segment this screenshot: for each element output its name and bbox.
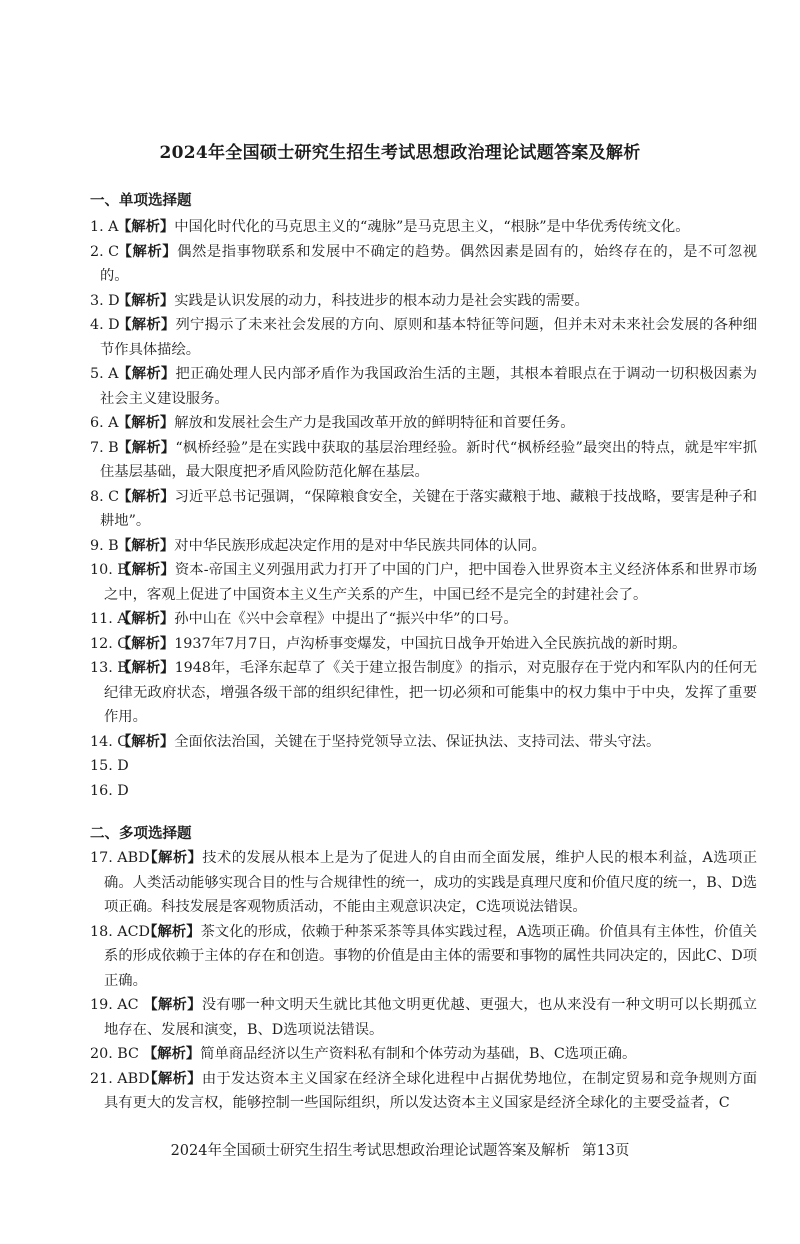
- answer-item: [90, 730, 757, 755]
- analysis-text: 习近平总书记强调，“保障粮食安全，关键在于落实藏粮于地、藏粮于技战略，要害是种子和耕地”。: [100, 488, 757, 529]
- answer-item: [90, 920, 757, 994]
- answer-item: [90, 485, 757, 534]
- analysis-text: 偶然是指事物联系和发展中不确定的趋势。偶然因素是固有的，始终存在的，是不可忽视的。: [100, 243, 757, 284]
- answer-label: 17. ABD: [90, 850, 150, 866]
- analysis-tag: 【解析】: [117, 635, 175, 652]
- answer-label: 20. BC: [90, 1046, 139, 1062]
- answer-item: [90, 240, 757, 289]
- section-heading-single-choice: 一、单项选择题: [90, 193, 192, 209]
- analysis-text: 把正确处理人民内部矛盾作为我国政治生活的主题，其根本着眼点在于调动一切积极因素为社会主义建设服务。: [100, 366, 758, 407]
- analysis-tag: 【解析】: [143, 923, 201, 940]
- analysis-text: 实践是认识发展的动力，科技进步的根本动力是社会实践的需要。: [174, 292, 589, 309]
- multiple-choice-answers: [90, 846, 757, 1116]
- answer-item: [90, 215, 757, 240]
- answer-item: [90, 289, 757, 314]
- analysis-text: 对中华民族形成起决定作用的是对中华民族共同体的认同。: [174, 537, 546, 554]
- answer-item: [90, 607, 757, 632]
- analysis-text: 技术的发展从根本上是为了促进人的自由而全面发展，维护人民的根本利益，A选项正确。人类活动能够实现合目的性与合规律性的统一，成功的实践是真理尺度和价值尺度的统一，B、D选项正确。科技发展是客观物质活动，不能由主观意识决定，C选项说法错误。: [104, 850, 758, 915]
- analysis-tag: 【解析】: [117, 611, 175, 627]
- analysis-text: 简单商品经济以生产资料私有制和个体劳动为基础，B、C选项正确。: [200, 1046, 637, 1062]
- analysis-tag: 【解析】: [117, 292, 175, 309]
- analysis-tag: 【解析】: [143, 850, 203, 866]
- page-number: 第13页: [581, 1143, 630, 1159]
- section-heading-multiple-choice: 二、多项选择题: [90, 826, 192, 842]
- answer-label: 4. D: [90, 317, 120, 333]
- answer-label: 16. D: [90, 782, 129, 799]
- analysis-text: 没有哪一种文明天生就比其他文明更优越、更强大，也从来没有一种文明可以长期孤立地存在、发展和演变，B、D选项说法错误。: [104, 997, 758, 1038]
- page-footer: [0, 1139, 800, 1160]
- single-choice-answers: [90, 215, 757, 803]
- answer-label: 2. C: [90, 243, 120, 260]
- answer-item: [90, 534, 757, 559]
- analysis-tag: 【解析】: [117, 219, 175, 235]
- answer-item: [90, 558, 757, 607]
- answer-item: [90, 362, 757, 411]
- answer-label: 8. C: [90, 488, 120, 505]
- analysis-text: 全面依法治国，关键在于坚持党领导立法、保证执法、支持司法、带头守法。: [174, 733, 661, 750]
- analysis-tag: 【解析】: [117, 562, 175, 578]
- answer-item: [90, 993, 757, 1042]
- analysis-tag: 【解析】: [117, 317, 176, 333]
- analysis-text: 茶文化的形成，依赖于种茶采茶等具体实践过程，A选项正确。价值具有主体性，价值关系的形成依赖于主体的存在和创造。事物的价值是由主体的需要和事物的属性共同决定的，因此C、D项正确。: [104, 923, 757, 989]
- answer-item: [90, 656, 757, 730]
- analysis-text: 由于发达资本主义国家在经济全球化进程中占据优势地位，在制定贸易和竞争规则方面具有更大的发言权，能够控制一些国际组织，所以发达资本主义国家是经济全球化的主要受益者，C: [104, 1070, 758, 1111]
- answer-item: [90, 846, 757, 920]
- answer-item: [90, 1067, 757, 1116]
- answer-label: 19. AC: [90, 997, 139, 1013]
- analysis-text: 1948年，毛泽东起草了《关于建立报告制度》的指示，对克服存在于党内和军队内的任何无纪律无政府状态，增强各级干部的组织纪律性，把一切必须和可能集中的权力集中于中央，发挥了重要作用。: [104, 660, 757, 725]
- document-title: 2024年全国硕士研究生招生考试思想政治理论试题答案及解析: [159, 143, 641, 163]
- answer-item: [90, 436, 757, 485]
- answer-label: 18. ACD: [90, 923, 151, 940]
- analysis-tag: 【解析】: [117, 243, 178, 260]
- answer-item: [90, 754, 757, 779]
- analysis-tag: 【解析】: [143, 1046, 201, 1062]
- analysis-text: 资本-帝国主义列强用武力打开了中国的门户，把中国卷入世界资本主义经济体系和世界市场之中，客观上促进了中国资本主义生产关系的产生，中国已经不是完全的封建社会了。: [104, 562, 758, 603]
- answer-label: 14. C: [90, 733, 129, 750]
- answer-label: 6. A: [90, 415, 119, 431]
- analysis-text: 孙中山在《兴中会章程》中提出了“振兴中华”的口号。: [174, 611, 518, 627]
- answer-label: 9. B: [90, 537, 119, 554]
- analysis-tag: 【解析】: [143, 997, 202, 1013]
- analysis-tag: 【解析】: [117, 366, 176, 382]
- answer-item: [90, 779, 757, 804]
- analysis-text: 解放和发展社会生产力是我国改革开放的鲜明特征和首要任务。: [174, 415, 575, 431]
- answer-label: 13. B: [90, 660, 128, 676]
- answer-item: [90, 313, 757, 362]
- analysis-text: 中国化时代化的马克思主义的“魂脉”是马克思主义，“根脉”是中华优秀传统文化。: [174, 219, 690, 235]
- answer-label: 10. B: [90, 562, 128, 578]
- answer-label: 7. B: [90, 439, 119, 456]
- answer-label: 1. A: [90, 219, 119, 235]
- analysis-text: 1937年7月7日，卢沟桥事变爆发，中国抗日战争开始进入全民族抗战的新时期。: [174, 635, 687, 652]
- answer-label: 12. C: [90, 635, 129, 652]
- footer-title: 2024年全国硕士研究生招生考试思想政治理论试题答案及解析: [170, 1143, 570, 1159]
- analysis-tag: 【解析】: [143, 1070, 202, 1087]
- answer-item: [90, 411, 757, 436]
- analysis-tag: 【解析】: [117, 733, 175, 750]
- analysis-text: “枫桥经验”是在实践中获取的基层治理经验。新时代“枫桥经验”最突出的特点，就是牢牢抓住基层基础，最大限度把矛盾风险防范化解在基层。: [100, 439, 758, 480]
- answer-item: [90, 1042, 757, 1067]
- answer-label: 21. ABD: [90, 1070, 150, 1087]
- answer-label: 3. D: [90, 292, 120, 309]
- analysis-tag: 【解析】: [117, 415, 175, 431]
- analysis-tag: 【解析】: [117, 488, 175, 505]
- analysis-text: 列宁揭示了未来社会发展的方向、原则和基本特征等问题，但并未对未来社会发展的各种细节作具体描绘。: [100, 317, 758, 358]
- analysis-tag: 【解析】: [117, 660, 175, 676]
- answer-label: 11. A: [90, 611, 128, 627]
- answer-label: 15. D: [90, 758, 129, 774]
- analysis-tag: 【解析】: [117, 537, 175, 554]
- answer-label: 5. A: [90, 366, 119, 382]
- answer-item: [90, 632, 757, 657]
- analysis-tag: 【解析】: [117, 439, 176, 456]
